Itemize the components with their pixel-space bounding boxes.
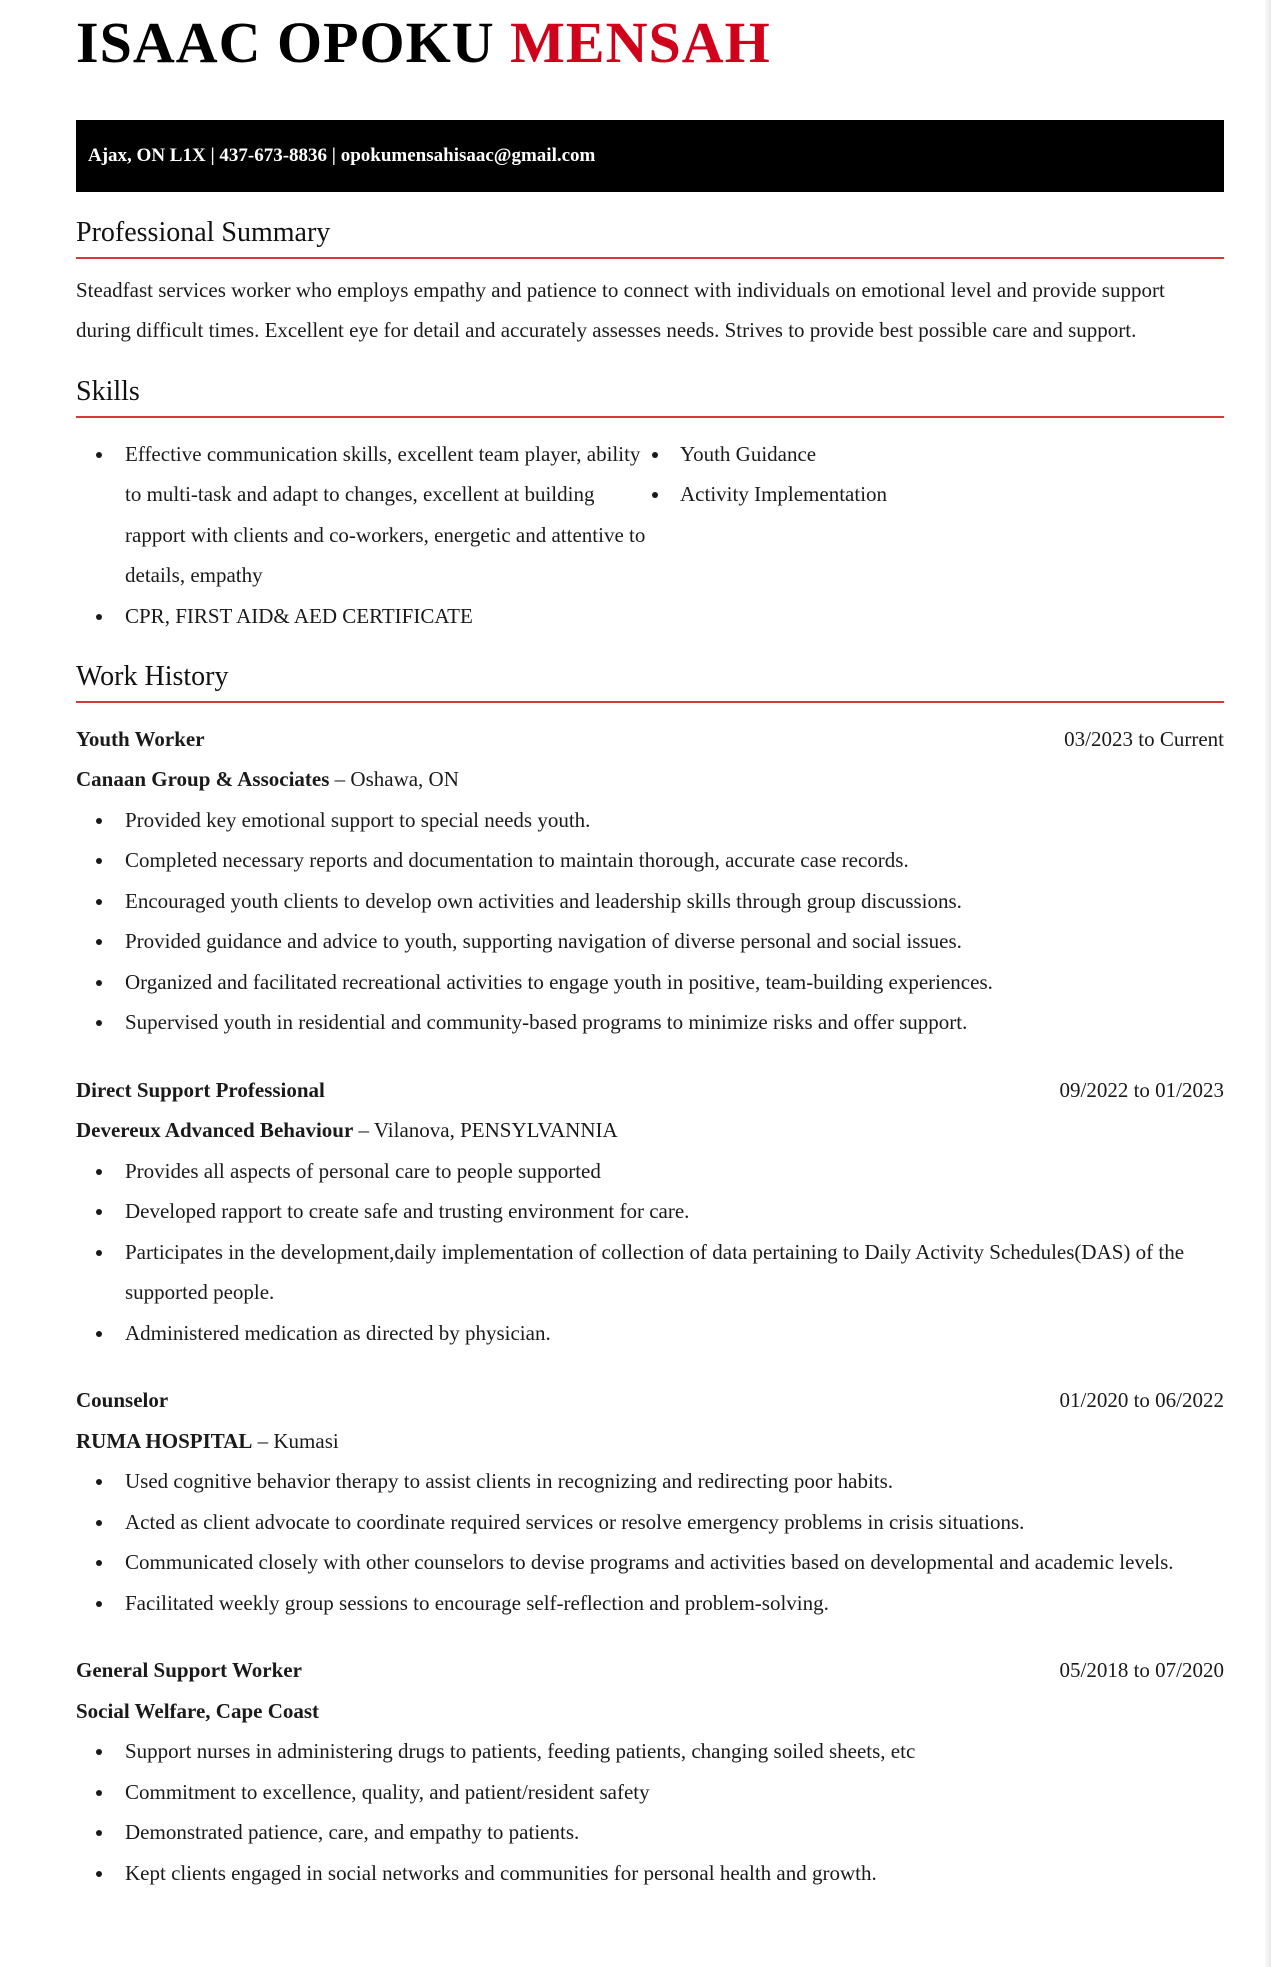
duty-item: Kept clients engaged in social networks and communities for personal health and growth. — [76, 1853, 1224, 1894]
duty-item: Facilitated weekly group sessions to encourage self-reflection and problem-solving. — [76, 1583, 1224, 1624]
skills-heading: Skills — [76, 377, 1224, 418]
job-entry — [76, 1650, 1224, 1893]
duty-item: Developed rapport to create safe and trusting environment for care. — [76, 1191, 1224, 1232]
skill-item: Youth Guidance — [650, 434, 1210, 475]
name-last: MENSAH — [510, 10, 771, 75]
duty-item: Organized and facilitated recreational activities to engage youth in positive, team-building experiences. — [76, 962, 1224, 1003]
company-location: – Oshawa, ON — [329, 767, 459, 792]
job-company — [76, 759, 1224, 800]
duty-item: Participates in the development,daily implementation of collection of data pertaining to Daily Activity Schedules(DAS) of the supported people. — [76, 1232, 1224, 1313]
duty-item: Administered medication as directed by physician. — [76, 1313, 1224, 1354]
duty-item: Acted as client advocate to coordinate required services or resolve emergency problems in crisis situations. — [76, 1502, 1224, 1543]
duty-item: Demonstrated patience, care, and empathy to patients. — [76, 1812, 1224, 1853]
job-dates: 05/2018 to 07/2020 — [1059, 1658, 1224, 1683]
job-duties — [76, 1151, 1224, 1354]
name-first-middle: ISAAC OPOKU — [76, 10, 511, 75]
company-location: – Vilanova, PENSYLVANNIA — [353, 1118, 618, 1143]
duty-item: Completed necessary reports and documentation to maintain thorough, accurate case records. — [76, 840, 1224, 881]
skills-column-1 — [76, 434, 650, 637]
page-edge-shadow — [1265, 0, 1271, 1967]
duty-item: Provided key emotional support to special needs youth. — [76, 800, 1224, 841]
contact-info: Ajax, ON L1X | 437-673-8836 | opokumensahisaac@gmail.com — [88, 145, 596, 166]
job-title: Direct Support Professional — [76, 1077, 325, 1102]
contact-bar — [76, 120, 1224, 192]
skill-item: Effective communication skills, excellent team player, ability to multi-task and adapt to changes, excellent at building rapport with clients and co-workers, energetic and attentive to details, empathy — [76, 434, 650, 596]
job-company — [76, 1421, 1224, 1462]
duty-item: Used cognitive behavior therapy to assist clients in recognizing and redirecting poor habits. — [76, 1461, 1224, 1502]
job-duties — [76, 800, 1224, 1043]
duty-item: Support nurses in administering drugs to patients, feeding patients, changing soiled sheets, etc — [76, 1731, 1224, 1772]
job-title: General Support Worker — [76, 1658, 302, 1683]
skills-list — [76, 434, 1224, 637]
job-title: Youth Worker — [76, 726, 205, 751]
duty-item: Commitment to excellence, quality, and patient/resident safety — [76, 1772, 1224, 1813]
duty-item: Supervised youth in residential and community-based programs to minimize risks and offer support. — [76, 1002, 1224, 1043]
summary-heading: Professional Summary — [76, 218, 1224, 259]
company-name: Canaan Group & Associates — [76, 767, 330, 792]
job-company — [76, 1691, 1224, 1732]
company-name: Social Welfare, Cape Coast — [76, 1698, 320, 1723]
skill-item: Activity Implementation — [650, 474, 1210, 515]
job-duties — [76, 1461, 1224, 1623]
duty-item: Provided guidance and advice to youth, supporting navigation of diverse personal and social issues. — [76, 921, 1224, 962]
job-duties — [76, 1731, 1224, 1893]
duty-item: Communicated closely with other counselors to devise programs and activities based on developmental and academic levels. — [76, 1542, 1224, 1583]
job-entry — [76, 1070, 1224, 1354]
job-entry — [76, 1380, 1224, 1623]
work-history-heading: Work History — [76, 662, 1224, 703]
job-dates: 03/2023 to Current — [1064, 726, 1224, 751]
summary-text: Steadfast services worker who employs empathy and patience to connect with individuals on emotional level and provide support during difficult times. Excellent eye for detail and accurately assesses needs. Strives to provide best possible care and support. — [76, 277, 1165, 343]
duty-item: Encouraged youth clients to develop own activities and leadership skills through group discussions. — [76, 881, 1224, 922]
job-entry — [76, 719, 1224, 1043]
skills-column-2 — [650, 434, 1210, 637]
company-name: RUMA HOSPITAL — [76, 1428, 253, 1453]
job-dates: 09/2022 to 01/2023 — [1059, 1077, 1224, 1102]
resume-page — [76, 0, 1224, 1893]
job-title: Counselor — [76, 1388, 169, 1413]
company-location: – Kumasi — [252, 1428, 339, 1453]
skill-item: CPR, FIRST AID& AED CERTIFICATE — [76, 596, 650, 637]
duty-item: Provides all aspects of personal care to people supported — [76, 1151, 1224, 1192]
job-dates: 01/2020 to 06/2022 — [1059, 1388, 1224, 1413]
candidate-name — [76, 10, 1224, 106]
company-name: Devereux Advanced Behaviour — [76, 1118, 354, 1143]
job-company — [76, 1110, 1224, 1151]
